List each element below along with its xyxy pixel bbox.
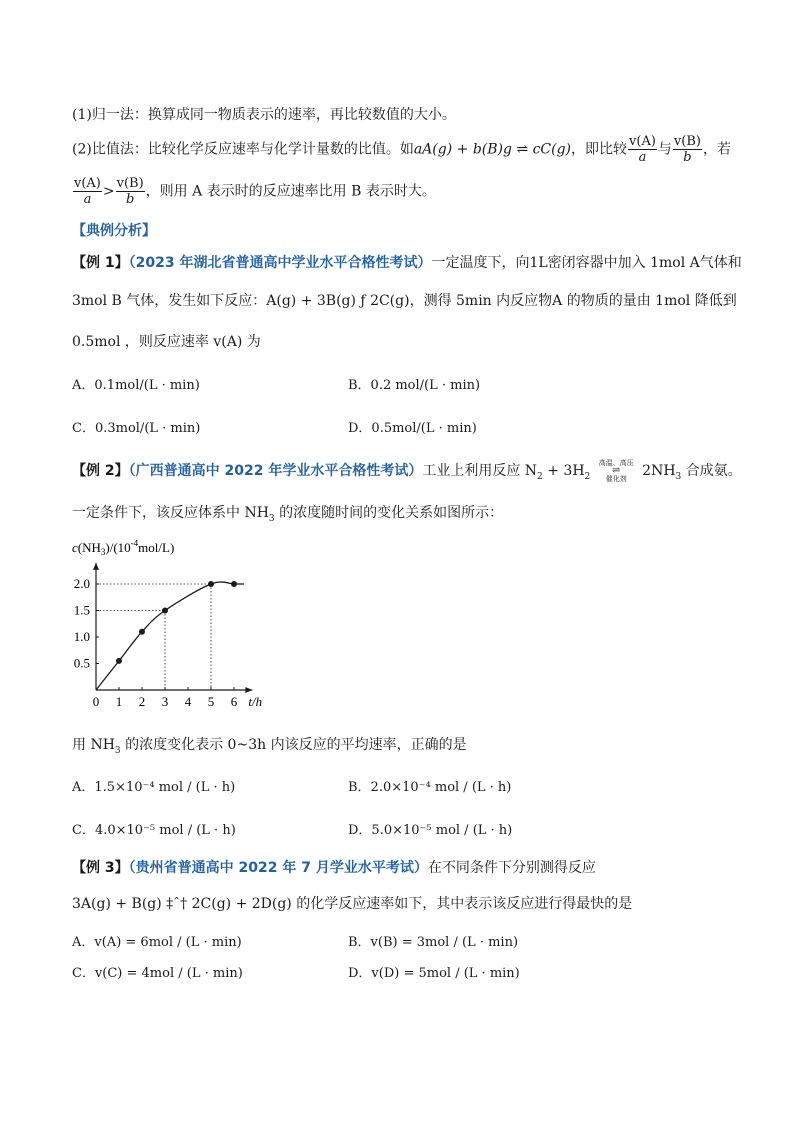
x-tick-label: 5 bbox=[207, 694, 215, 709]
example-1-option-c[interactable]: C．0.3mol/(L · min) bbox=[72, 421, 201, 436]
example-1-line-3: 0.5mol ，则反应速率 v(A) 为 bbox=[72, 334, 261, 350]
example-2-question: 用 $NH_3$ 的浓度变化表示 0~3h 内该反应的平均速率，正确的是 bbox=[72, 737, 467, 756]
example-2-source: （广西普通高中 2022 年学业水平合格性考试） bbox=[128, 463, 423, 479]
x-tick-label: 3 bbox=[161, 694, 169, 709]
x-tick-label: 2 bbox=[138, 694, 146, 709]
method-1: (1)归一法：换算成同一物质表示的速率，再比较数值的大小。 bbox=[72, 107, 456, 123]
y-tick-label: 1.0 bbox=[73, 629, 90, 644]
example-2-option-a[interactable]: A．1.5×10⁻⁴ mol / (L · h) bbox=[72, 780, 236, 795]
example-3-option-a[interactable]: A．v(A) = 6mol / (L · min) bbox=[72, 935, 242, 950]
fraction-va-a-2: $\frac{v(A)}{a}$ bbox=[74, 176, 101, 207]
example-3-source: （贵州省普通高中 2022 年 7 月学业水平考试） bbox=[128, 860, 428, 876]
y-axis-arrow bbox=[93, 563, 99, 570]
example-2-line-2: 一定条件下，该反应体系中 $NH_3$ 的浓度随时间的变化关系如图所示： bbox=[72, 505, 504, 524]
method-2 bbox=[72, 134, 731, 165]
x-axis-label: t/h bbox=[248, 694, 263, 709]
x-axis-arrow bbox=[245, 687, 252, 693]
method-2-text: (2)比值法：比较化学反应速率与化学计量数的比值。如 bbox=[72, 141, 414, 158]
section-title: 【典例分析】 bbox=[72, 223, 156, 239]
x-tick-label: 6 bbox=[230, 694, 238, 709]
x-tick-label: 1 bbox=[115, 694, 123, 709]
example-3-line-2: 3A(g) + B(g) ‡ˆ† 2C(g) + 2D(g) 的化学反应速率如下，其中表示该反应进行得最快的是 bbox=[72, 896, 633, 912]
fraction-vb-b-2: $\frac{v(B)}{b}$ bbox=[116, 176, 144, 207]
example-3-line-1 bbox=[72, 857, 596, 877]
example-2-label: 【例 2】 bbox=[72, 463, 129, 479]
example-1-line-2: 3mol B 气体，发生如下反应：A(g) + 3B(g) ƒ 2C(g)，测得 5min 内反应物A 的物质的量由 1mol 降低到 bbox=[72, 293, 737, 309]
example-2-text-a: 工业上利用反应 N bbox=[422, 463, 538, 479]
method-2-compare: ，即比较 bbox=[571, 141, 628, 158]
example-3-text: 在不同条件下分别测得反应 bbox=[427, 860, 596, 876]
example-3-option-c[interactable]: C．v(C) = 4mol / (L · min) bbox=[72, 966, 243, 981]
method-2-and: 与 bbox=[657, 141, 672, 158]
data-point bbox=[208, 581, 214, 587]
data-point bbox=[116, 658, 122, 664]
example-3-option-b[interactable]: B．v(B) = 3mol / (L · min) bbox=[348, 935, 519, 950]
example-2-text-c: 2NH bbox=[642, 463, 676, 479]
method-2-conclusion: ，则用 A 表示时的反应速率比用 B 表示时大。 bbox=[145, 183, 436, 200]
example-1-source: （2023 年湖北省普通高中学业水平合格性考试） bbox=[128, 255, 432, 271]
fraction-va-a: $\frac{v(A)}{a}$ bbox=[629, 134, 656, 165]
example-1-label: 【例 1】 bbox=[72, 255, 129, 271]
chart-y-label: $c(NH_3)/(10^{-4}mol/L)$ bbox=[72, 540, 175, 557]
method-2-if: ，若 bbox=[702, 141, 731, 158]
example-1-line-1 bbox=[72, 252, 742, 272]
example-2-option-c[interactable]: C．4.0×10⁻⁵ mol / (L · h) bbox=[72, 823, 236, 838]
data-point bbox=[162, 608, 168, 614]
y-tick-label: 2.0 bbox=[73, 576, 90, 591]
example-1-option-b[interactable]: B．0.2 mol/(L · min) bbox=[348, 378, 481, 393]
y-tick-label: 0.5 bbox=[73, 655, 90, 671]
greater-than: > bbox=[102, 183, 115, 200]
example-1-text: 一定温度下，向1L密闭容器中加入 1mol A气体和 bbox=[431, 255, 742, 271]
example-2-option-b[interactable]: B．2.0×10⁻⁴ mol / (L · h) bbox=[348, 780, 512, 795]
data-point bbox=[139, 629, 145, 635]
example-3-option-d[interactable]: D．v(D) = 5mol / (L · min) bbox=[348, 966, 520, 981]
reaction-condition-arrow: 高温、高压 ⇌ 催化剂 bbox=[598, 459, 634, 483]
method-2-condition bbox=[72, 176, 436, 207]
fraction-vb-b: $\frac{v(B)}{b}$ bbox=[673, 134, 701, 165]
example-3-label: 【例 3】 bbox=[72, 860, 129, 876]
data-point bbox=[231, 581, 237, 587]
example-2-text-d: 合成氨。 bbox=[681, 463, 742, 479]
x-tick-label: 0 bbox=[92, 694, 100, 709]
example-2-line-1: 【例 2】（广西普通高中 2022 年学业水平合格性考试）工业上利用反应 $N_2 + 3H_2$ 高温、高压 ⇌ 催化剂 $2NH_3$ 合成氨。 bbox=[72, 459, 742, 483]
example-1-option-d[interactable]: D．0.5mol/(L · min) bbox=[348, 421, 477, 436]
example-2-text-b: + 3H bbox=[542, 463, 585, 479]
method-2-equation: aA(g) + b(B)g ⇌ cC(g) bbox=[413, 141, 572, 158]
example-2-option-d[interactable]: D．5.0×10⁻⁵ mol / (L · h) bbox=[348, 823, 513, 838]
example-1-option-a[interactable]: A．0.1mol/(L · min) bbox=[72, 378, 200, 393]
x-tick-label: 4 bbox=[184, 694, 192, 709]
y-tick-label: 1.5 bbox=[73, 602, 90, 618]
nh3-concentration-chart bbox=[60, 540, 280, 715]
